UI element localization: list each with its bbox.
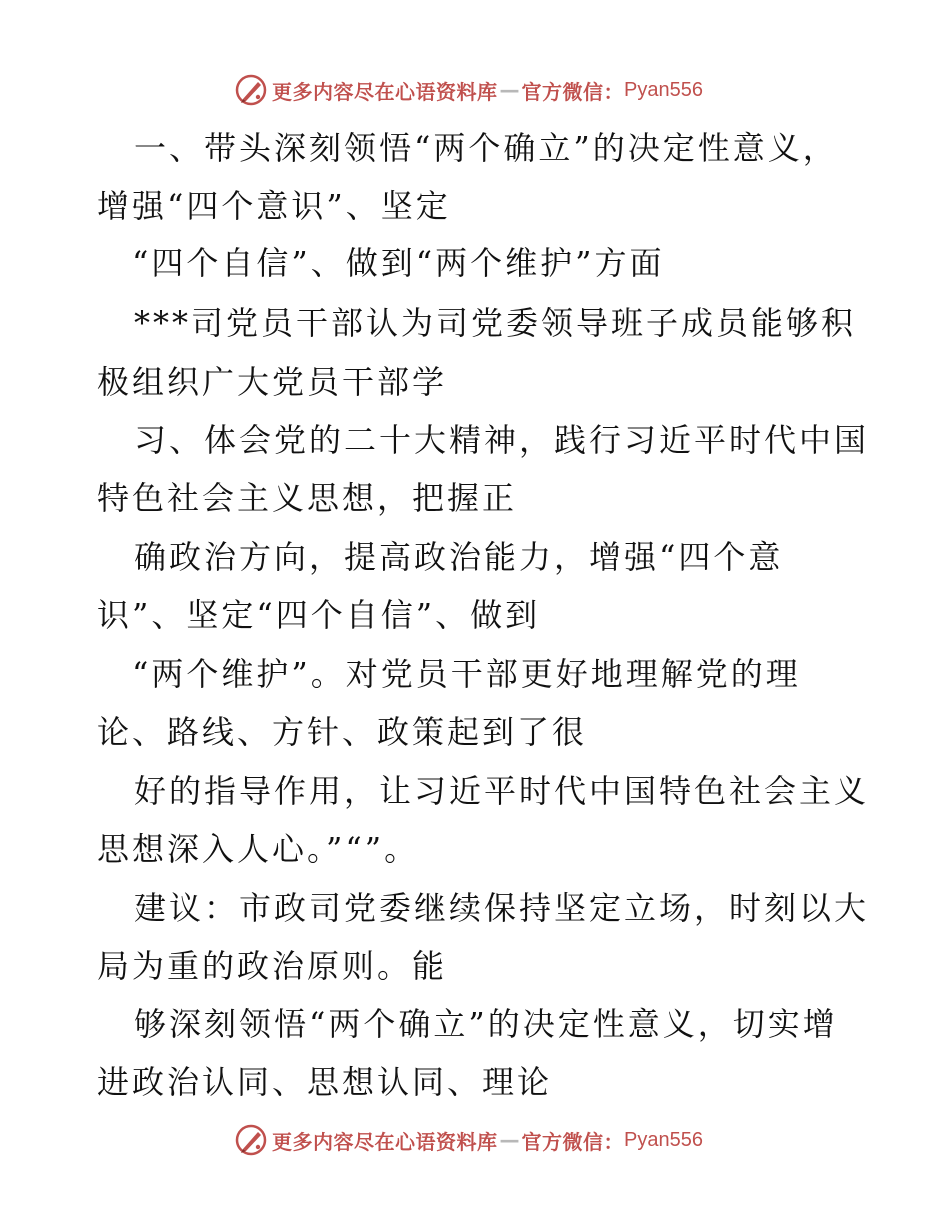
wechat-label: 官方微信： <box>521 79 624 104</box>
header-banner <box>234 72 703 108</box>
body-line: 识”、坚定“四个自信”、做到 <box>97 596 541 634</box>
body-line: 确政治方向，提高政治能力，增强“四个意 <box>134 538 784 576</box>
body-line: 进政治认同、思想认同、理论 <box>97 1063 553 1101</box>
body-line: 极组织广大党员干部学 <box>97 363 448 401</box>
footer-banner <box>234 1122 703 1158</box>
body-line: 论、路线、方针、政策起到了很 <box>97 713 588 751</box>
body-line: ***司党员干部认为司党委领导班子成员能够积 <box>134 304 857 342</box>
body-line: “两个维护”。对党员干部更好地理解党的理 <box>132 655 801 693</box>
wechat-id: Pyan556 <box>624 78 703 101</box>
body-line: 特色社会主义思想，把握正 <box>97 479 518 517</box>
body-line: 好的指导作用，让习近平时代中国特色社会主义 <box>134 772 870 810</box>
body-line: 够深刻领悟“两个确立”的决定性意义，切实增 <box>134 1005 838 1043</box>
wechat-id: Pyan556 <box>624 1128 703 1151</box>
quill-pen-logo-icon <box>234 1123 268 1157</box>
body-line: 增强“四个意识”、坚定 <box>97 187 451 225</box>
body-line: 习、体会党的二十大精神，践行习近平时代中国 <box>134 421 870 459</box>
wechat-label: 官方微信： <box>521 1129 624 1154</box>
body-line: 思想深入人心。”“”。 <box>97 830 420 868</box>
body-line: “四个自信”、做到“两个维护”方面 <box>132 244 665 282</box>
banner-separator: — <box>499 78 520 102</box>
body-line: 局为重的政治原则。能 <box>97 947 448 985</box>
banner-text: 更多内容尽在心语资料库 <box>272 79 498 104</box>
banner-separator: — <box>499 1128 520 1152</box>
body-line: 建议：市政司党委继续保持坚定立场，时刻以大 <box>134 889 870 927</box>
quill-pen-logo-icon <box>234 73 268 107</box>
banner-text: 更多内容尽在心语资料库 <box>272 1129 498 1154</box>
body-line: 一、带头深刻领悟“两个确立”的决定性意义， <box>134 129 838 167</box>
